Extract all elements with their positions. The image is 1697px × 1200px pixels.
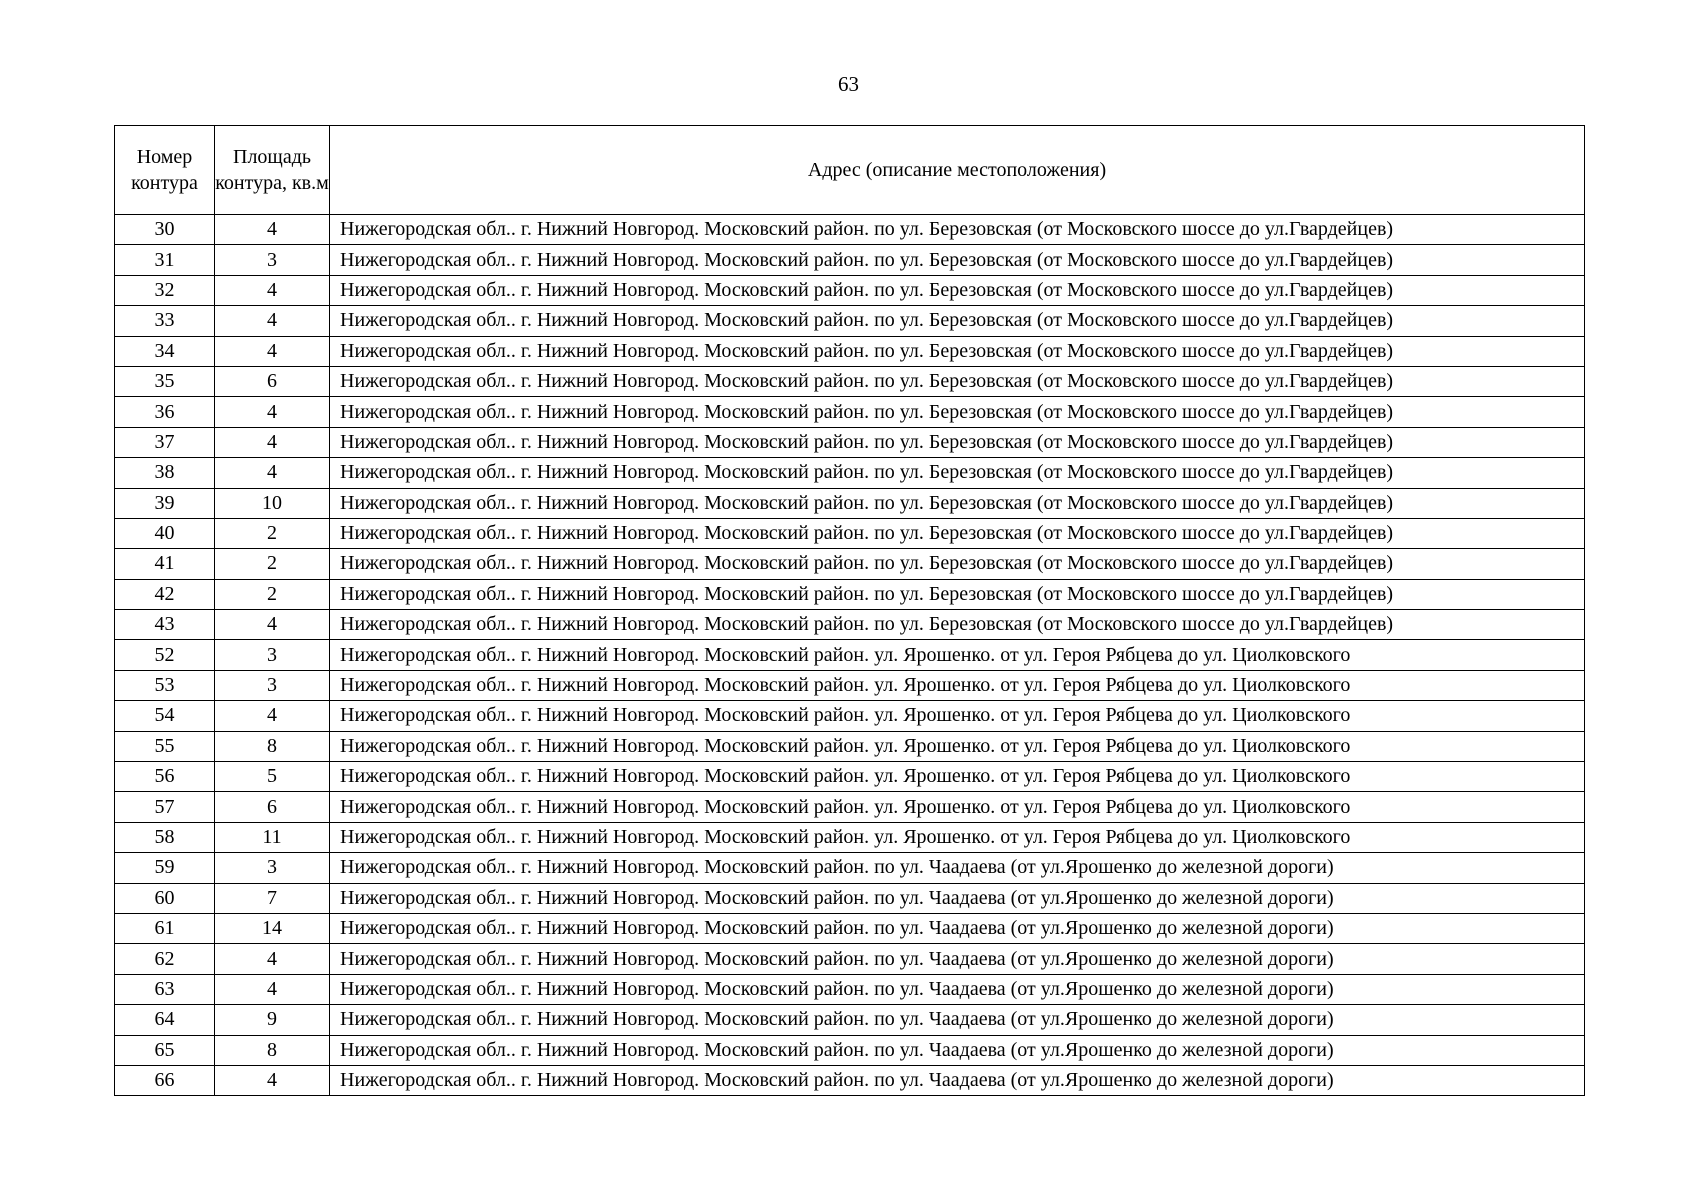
contour-number-cell: 58: [115, 822, 215, 852]
contour-area-cell: 2: [215, 518, 330, 548]
contour-number-cell: 30: [115, 215, 215, 245]
contour-number-cell: 41: [115, 549, 215, 579]
address-cell: Нижегородская обл.. г. Нижний Новгород. Московский район. по ул. Березовская (от Московского шоссе до ул.Гвардейцев): [330, 458, 1585, 488]
contour-number-cell: 57: [115, 792, 215, 822]
contour-area-cell: 4: [215, 610, 330, 640]
address-cell: Нижегородская обл.. г. Нижний Новгород. Московский район. по ул. Березовская (от Московского шоссе до ул.Гвардейцев): [330, 488, 1585, 518]
address-cell: Нижегородская обл.. г. Нижний Новгород. Московский район. по ул. Березовская (от Московского шоссе до ул.Гвардейцев): [330, 366, 1585, 396]
table-body: [115, 215, 1585, 1096]
address-cell: Нижегородская обл.. г. Нижний Новгород. Московский район. по ул. Березовская (от Московского шоссе до ул.Гвардейцев): [330, 427, 1585, 457]
contour-number-cell: 66: [115, 1065, 215, 1095]
contour-number-cell: 39: [115, 488, 215, 518]
table-row: [115, 427, 1585, 457]
contour-area-cell: 9: [215, 1005, 330, 1035]
address-cell: Нижегородская обл.. г. Нижний Новгород. Московский район. ул. Ярошенко. от ул. Героя Рябцева до ул. Циолковского: [330, 670, 1585, 700]
contour-number-cell: 32: [115, 275, 215, 305]
contour-area-cell: 3: [215, 853, 330, 883]
address-cell: Нижегородская обл.. г. Нижний Новгород. Московский район. ул. Ярошенко. от ул. Героя Рябцева до ул. Циолковского: [330, 822, 1585, 852]
table-row: [115, 245, 1585, 275]
table-row: [115, 610, 1585, 640]
table-header: [115, 126, 1585, 215]
contour-number-cell: 61: [115, 913, 215, 943]
contour-number-cell: 43: [115, 610, 215, 640]
contour-area-cell: 2: [215, 549, 330, 579]
contour-number-cell: 31: [115, 245, 215, 275]
address-cell: Нижегородская обл.. г. Нижний Новгород. Московский район. по ул. Березовская (от Московского шоссе до ул.Гвардейцев): [330, 397, 1585, 427]
contour-number-cell: 42: [115, 579, 215, 609]
address-cell: Нижегородская обл.. г. Нижний Новгород. Московский район. ул. Ярошенко. от ул. Героя Рябцева до ул. Циолковского: [330, 762, 1585, 792]
table-row: [115, 397, 1585, 427]
table-row: [115, 579, 1585, 609]
contour-area-cell: 14: [215, 913, 330, 943]
table-row: [115, 762, 1585, 792]
table-row: [115, 215, 1585, 245]
contour-number-cell: 62: [115, 944, 215, 974]
contour-number-cell: 54: [115, 701, 215, 731]
table-row: [115, 275, 1585, 305]
table-row: [115, 1065, 1585, 1095]
address-cell: Нижегородская обл.. г. Нижний Новгород. Московский район. по ул. Березовская (от Московского шоссе до ул.Гвардейцев): [330, 215, 1585, 245]
table-row: [115, 792, 1585, 822]
contour-area-cell: 4: [215, 427, 330, 457]
contour-area-cell: 4: [215, 215, 330, 245]
header-row: [115, 126, 1585, 215]
contour-area-cell: 7: [215, 883, 330, 913]
contour-number-cell: 38: [115, 458, 215, 488]
table-row: [115, 518, 1585, 548]
address-cell: Нижегородская обл.. г. Нижний Новгород. Московский район. по ул. Чаадаева (от ул.Ярошенко до железной дороги): [330, 1065, 1585, 1095]
address-cell: Нижегородская обл.. г. Нижний Новгород. Московский район. по ул. Чаадаева (от ул.Ярошенко до железной дороги): [330, 974, 1585, 1004]
header-address: Адрес (описание местоположения): [330, 126, 1585, 215]
address-cell: Нижегородская обл.. г. Нижний Новгород. Московский район. ул. Ярошенко. от ул. Героя Рябцева до ул. Циолковского: [330, 701, 1585, 731]
table-row: [115, 1035, 1585, 1065]
contour-area-cell: 5: [215, 762, 330, 792]
contour-number-cell: 65: [115, 1035, 215, 1065]
contour-area-cell: 6: [215, 792, 330, 822]
address-cell: Нижегородская обл.. г. Нижний Новгород. Московский район. ул. Ярошенко. от ул. Героя Рябцева до ул. Циолковского: [330, 640, 1585, 670]
contour-number-cell: 59: [115, 853, 215, 883]
contour-area-cell: 4: [215, 306, 330, 336]
contour-number-cell: 37: [115, 427, 215, 457]
contour-number-cell: 64: [115, 1005, 215, 1035]
contour-area-cell: 4: [215, 944, 330, 974]
address-cell: Нижегородская обл.. г. Нижний Новгород. Московский район. по ул. Березовская (от Московского шоссе до ул.Гвардейцев): [330, 579, 1585, 609]
contour-number-cell: 55: [115, 731, 215, 761]
contour-area-cell: 4: [215, 458, 330, 488]
address-cell: Нижегородская обл.. г. Нижний Новгород. Московский район. по ул. Чаадаева (от ул.Ярошенко до железной дороги): [330, 883, 1585, 913]
table-row: [115, 458, 1585, 488]
contour-number-cell: 33: [115, 306, 215, 336]
contour-area-cell: 8: [215, 1035, 330, 1065]
address-cell: Нижегородская обл.. г. Нижний Новгород. Московский район. по ул. Чаадаева (от ул.Ярошенко до железной дороги): [330, 1035, 1585, 1065]
contour-number-cell: 34: [115, 336, 215, 366]
table-row: [115, 366, 1585, 396]
address-cell: Нижегородская обл.. г. Нижний Новгород. Московский район. по ул. Березовская (от Московского шоссе до ул.Гвардейцев): [330, 306, 1585, 336]
address-cell: Нижегородская обл.. г. Нижний Новгород. Московский район. по ул. Березовская (от Московского шоссе до ул.Гвардейцев): [330, 336, 1585, 366]
table-row: [115, 853, 1585, 883]
address-cell: Нижегородская обл.. г. Нижний Новгород. Московский район. по ул. Чаадаева (от ул.Ярошенко до железной дороги): [330, 1005, 1585, 1035]
contour-number-cell: 60: [115, 883, 215, 913]
contour-number-cell: 53: [115, 670, 215, 700]
contour-area-cell: 2: [215, 579, 330, 609]
table-row: [115, 549, 1585, 579]
address-cell: Нижегородская обл.. г. Нижний Новгород. Московский район. по ул. Березовская (от Московского шоссе до ул.Гвардейцев): [330, 549, 1585, 579]
address-cell: Нижегородская обл.. г. Нижний Новгород. Московский район. по ул. Березовская (от Московского шоссе до ул.Гвардейцев): [330, 610, 1585, 640]
address-cell: Нижегородская обл.. г. Нижний Новгород. Московский район. по ул. Березовская (от Московского шоссе до ул.Гвардейцев): [330, 518, 1585, 548]
table-row: [115, 944, 1585, 974]
contour-area-cell: 10: [215, 488, 330, 518]
contour-area-cell: 3: [215, 640, 330, 670]
address-cell: Нижегородская обл.. г. Нижний Новгород. Московский район. ул. Ярошенко. от ул. Героя Рябцева до ул. Циолковского: [330, 792, 1585, 822]
address-cell: Нижегородская обл.. г. Нижний Новгород. Московский район. по ул. Березовская (от Московского шоссе до ул.Гвардейцев): [330, 245, 1585, 275]
table-row: [115, 974, 1585, 1004]
contour-area-cell: 4: [215, 397, 330, 427]
table-row: [115, 731, 1585, 761]
address-cell: Нижегородская обл.. г. Нижний Новгород. Московский район. ул. Ярошенко. от ул. Героя Рябцева до ул. Циолковского: [330, 731, 1585, 761]
address-cell: Нижегородская обл.. г. Нижний Новгород. Московский район. по ул. Чаадаева (от ул.Ярошенко до железной дороги): [330, 853, 1585, 883]
contour-area-cell: 4: [215, 275, 330, 305]
contour-area-cell: 4: [215, 336, 330, 366]
contour-number-cell: 63: [115, 974, 215, 1004]
table-row: [115, 488, 1585, 518]
contour-area-cell: 3: [215, 245, 330, 275]
contour-area-cell: 3: [215, 670, 330, 700]
table-row: [115, 306, 1585, 336]
page-number: 63: [838, 72, 859, 96]
contours-table: [114, 125, 1585, 1096]
table-row: [115, 883, 1585, 913]
header-contour-number: Номер контура: [115, 126, 215, 215]
contour-area-cell: 4: [215, 701, 330, 731]
table-row: [115, 1005, 1585, 1035]
table-row: [115, 913, 1585, 943]
contour-area-cell: 4: [215, 974, 330, 1004]
contour-area-cell: 11: [215, 822, 330, 852]
contour-number-cell: 56: [115, 762, 215, 792]
table-row: [115, 822, 1585, 852]
address-cell: Нижегородская обл.. г. Нижний Новгород. Московский район. по ул. Чаадаева (от ул.Ярошенко до железной дороги): [330, 944, 1585, 974]
contour-number-cell: 40: [115, 518, 215, 548]
table-row: [115, 701, 1585, 731]
contour-number-cell: 52: [115, 640, 215, 670]
contour-area-cell: 4: [215, 1065, 330, 1095]
contour-area-cell: 6: [215, 366, 330, 396]
header-contour-area: Площадь контура, кв.м: [215, 126, 330, 215]
contour-area-cell: 8: [215, 731, 330, 761]
table-row: [115, 670, 1585, 700]
contour-number-cell: 36: [115, 397, 215, 427]
address-cell: Нижегородская обл.. г. Нижний Новгород. Московский район. по ул. Березовская (от Московского шоссе до ул.Гвардейцев): [330, 275, 1585, 305]
address-cell: Нижегородская обл.. г. Нижний Новгород. Московский район. по ул. Чаадаева (от ул.Ярошенко до железной дороги): [330, 913, 1585, 943]
table-row: [115, 336, 1585, 366]
table-row: [115, 640, 1585, 670]
contour-number-cell: 35: [115, 366, 215, 396]
